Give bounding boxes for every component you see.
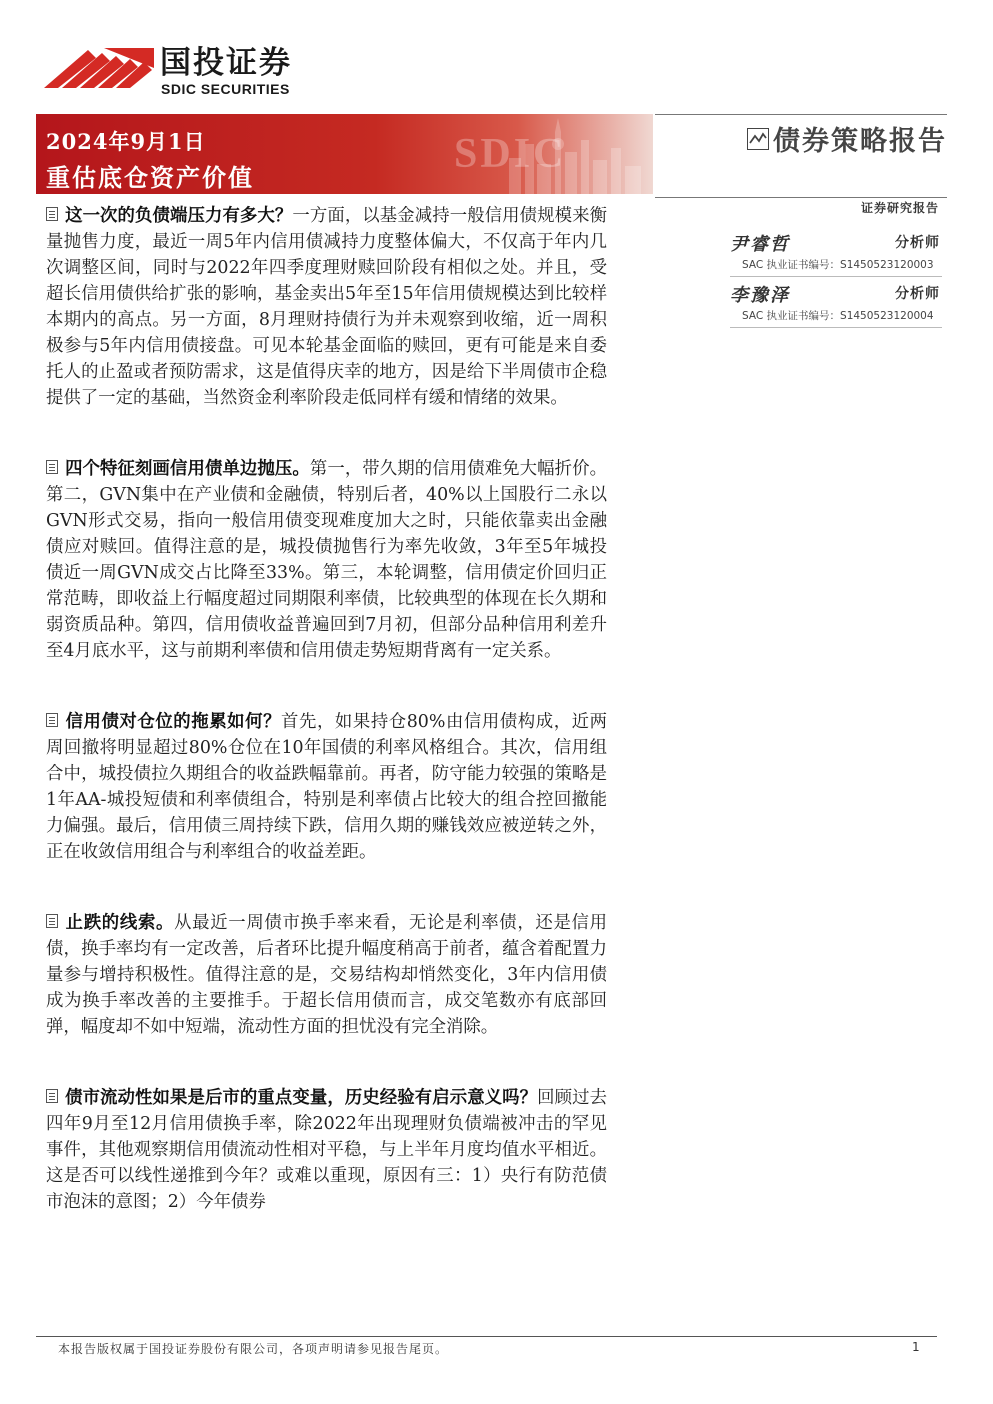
summary-paragraph <box>46 203 607 411</box>
document-bullet-icon <box>46 713 58 727</box>
paragraph-body: 首先，如果持仓80%由信用债构成，近两周回撤将明显超过80%仓位在10年国债的利率风格组合。其次，信用组合中，城投债拉久期组合的收益跌幅靠前。再者，防守能力较强的策略是1年AA-城投短债和利率债组合，特别是利率债占比较大的组合控回撤能力偏强。最后，信用债三周持续下跌，信用久期的赚钱效应被逆转之外，正在收敛信用组合与利率组合的收益差距。 <box>46 712 607 862</box>
company-logo <box>44 44 324 100</box>
document-bullet-icon <box>46 460 58 474</box>
report-type-heading <box>747 119 947 158</box>
paragraph-lead: 信用债对仓位的拖累如何？ <box>65 712 282 732</box>
divider <box>730 276 942 277</box>
paragraph-lead: 债市流动性如果是后市的重点变量，历史经验有启示意义吗？ <box>65 1088 538 1108</box>
summary-paragraph <box>46 910 607 1040</box>
paragraph-body: 一方面，以基金减持一般信用债规模来衡量抛售力度，最近一周5年内信用债减持力度整体偏大，不仅高于年内几次调整区间，同时与2022年四季度理财赎回阶段有相似之处。并且，受超长信用债供给扩张的影响，基金卖出5年至15年信用债规模达到比较样本期内的高点。另一方面，8月理财持债行为并未观察到收缩，近一周积极参与5年内信用债接盘。可见本轮基金面临的赎回，更有可能是来自委托人的止盈或者预防需求，这是值得庆幸的地方，因是给下半周债市企稳提供了一定的基础，当然资金利率阶段走低同样有缓和情绪的效果。 <box>46 206 607 408</box>
summary-paragraph <box>46 1085 607 1215</box>
paragraph-lead: 这一次的负债端压力有多大？ <box>65 206 293 226</box>
page-number: 1 <box>912 1340 920 1354</box>
report-title: 重估底仓资产价值 <box>46 163 254 192</box>
research-report-label: 证券研究报告 <box>860 201 939 215</box>
analyst-name: 尹睿哲 <box>730 234 790 255</box>
paragraph-lead: 四个特征刻画信用债单边抛压。 <box>65 459 310 479</box>
title-banner <box>36 114 653 194</box>
document-bullet-icon <box>46 1089 58 1103</box>
paragraph-lead: 止跌的线索。 <box>65 913 175 933</box>
document-bullet-icon <box>46 914 58 928</box>
analyst-role: 分析师 <box>895 286 940 302</box>
footer-disclaimer: 本报告版权属于国投证券股份有限公司，各项声明请参见报告尾页。 <box>58 1342 449 1356</box>
banner-watermark: SDIC <box>454 131 567 177</box>
report-date: 2024年9月1日 <box>46 129 206 154</box>
report-summary <box>46 203 607 1260</box>
analyst-role: 分析师 <box>895 235 940 251</box>
report-type-box <box>655 114 947 215</box>
chart-wave-icon <box>747 128 769 150</box>
report-type-label: 债券策略报告 <box>773 126 947 157</box>
summary-paragraph <box>46 456 607 664</box>
logo-chinese-name: 国投证券 <box>160 45 292 81</box>
paragraph-body: 从最近一周债市换手率来看，无论是利率债，还是信用债，换手率均有一定改善，后者环比提升幅度稍高于前者，蕴含着配置力量参与增持积极性。值得注意的是，交易结构却悄然变化，3年内信用债成为换手率改善的主要推手。于超长信用债而言，成交笔数亦有底部回弹，幅度却不如中短端，流动性方面的担忧没有完全消除。 <box>46 913 607 1037</box>
analyst-name: 李豫泽 <box>730 285 790 306</box>
analyst-cert-number: SAC 执业证书编号：S1450523120004 <box>742 310 934 322</box>
summary-paragraph <box>46 709 607 865</box>
paragraph-body: 第一，带久期的信用债难免大幅折价。第二，GVN集中在产业债和金融债，特别后者，40%以上国股行二永以GVN形式交易，指向一般信用债变现难度加大之时，只能依靠卖出金融债应对赎回。值得注意的是，城投债抛售行为率先收敛，3年至5年城投债近一周GVN成交占比降至33%。第三，本轮调整，信用债定价回归正常范畴，即收益上行幅度超过同期限利率债，比较典型的体现在长久期和弱资质品种。第四，信用债收益普遍回到7月初，但部分品种信用利差升至4月底水平，这与前期利率债和信用债走势短期背离有一定关系。 <box>46 459 607 661</box>
divider <box>730 327 942 328</box>
stacked-arrows-logo-icon <box>44 44 154 94</box>
logo-english-name: SDIC SECURITIES <box>161 81 290 97</box>
paragraph-body: 回顾过去四年9月至12月信用债换手率，除2022年出现理财负债端被冲击的罕见事件，其他观察期信用债流动性相对平稳，与上半年月度均值水平相近。这是否可以线性递推到今年？或难以重现，原因有三：1）央行有防范债市泡沫的意图；2）今年债券 <box>46 1088 607 1212</box>
footer-divider <box>36 1336 937 1337</box>
document-bullet-icon <box>46 207 58 221</box>
analyst-cert-number: SAC 执业证书编号：S1450523120003 <box>742 259 934 271</box>
